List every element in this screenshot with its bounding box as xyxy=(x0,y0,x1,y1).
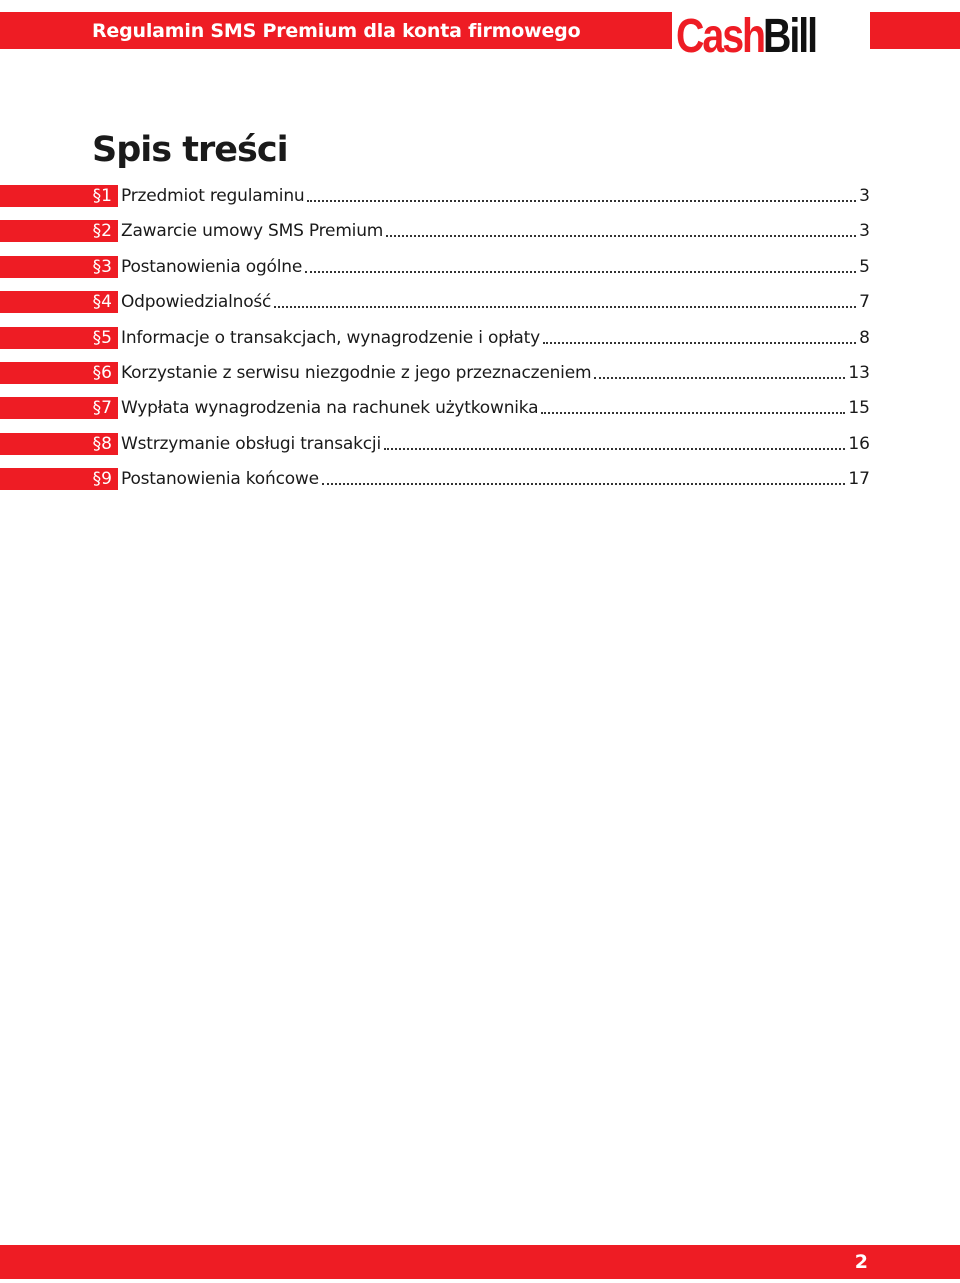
toc-item-page: 5 xyxy=(859,257,870,277)
toc-leader-dots xyxy=(384,432,845,450)
toc-item-8[interactable] xyxy=(0,432,870,456)
toc-item-label: Informacje o transakcjach, wynagrodzenie i opłaty xyxy=(121,328,540,348)
toc-item-label: Korzystanie z serwisu niezgodnie z jego przeznaczeniem xyxy=(121,363,592,383)
toc-title: Spis treści xyxy=(92,130,288,170)
page-footer xyxy=(0,1245,960,1279)
logo-bill-text: Bill xyxy=(763,12,817,61)
cashbill-logo xyxy=(672,12,870,61)
toc-item-page: 16 xyxy=(848,434,870,454)
page-header xyxy=(0,12,960,61)
toc-item-page: 17 xyxy=(848,469,870,489)
toc-item-7[interactable] xyxy=(0,396,870,420)
toc-item-page: 3 xyxy=(859,186,870,206)
toc-item-1[interactable] xyxy=(0,184,870,208)
toc-item-number: §8 xyxy=(0,433,118,455)
toc-item-4[interactable] xyxy=(0,290,870,314)
toc-item-6[interactable] xyxy=(0,361,870,385)
toc-item-9[interactable] xyxy=(0,467,870,491)
toc-item-label: Postanowienia końcowe xyxy=(121,469,319,489)
toc-item-number: §4 xyxy=(0,291,118,313)
toc-item-label: Zawarcie umowy SMS Premium xyxy=(121,221,384,241)
toc-item-page: 7 xyxy=(859,292,870,312)
toc-item-3[interactable] xyxy=(0,255,870,279)
toc-leader-dots xyxy=(322,467,845,485)
toc-item-page: 13 xyxy=(848,363,870,383)
toc-leader-dots xyxy=(274,290,856,308)
toc-leader-dots xyxy=(594,361,845,379)
toc-item-label: Odpowiedzialność xyxy=(121,292,272,312)
toc-item-number: §1 xyxy=(0,185,118,207)
toc-item-page: 8 xyxy=(859,328,870,348)
logo-cash-text: Cash xyxy=(676,12,765,61)
toc-leader-dots xyxy=(543,326,856,344)
toc-item-number: §7 xyxy=(0,397,118,419)
toc-leader-dots xyxy=(307,184,856,202)
toc-item-number: §3 xyxy=(0,256,118,278)
page-number: 2 xyxy=(854,1251,868,1273)
header-title: Regulamin SMS Premium dla konta firmowego xyxy=(92,20,581,42)
toc-item-page: 15 xyxy=(848,398,870,418)
toc-item-number: §6 xyxy=(0,362,118,384)
toc-item-5[interactable] xyxy=(0,326,870,350)
toc-item-label: Wypłata wynagrodzenia na rachunek użytkownika xyxy=(121,398,539,418)
toc-item-label: Wstrzymanie obsługi transakcji xyxy=(121,434,381,454)
toc-item-number: §5 xyxy=(0,327,118,349)
toc-item-number: §2 xyxy=(0,220,118,242)
toc-leader-dots xyxy=(541,396,845,414)
toc-leader-dots xyxy=(386,219,856,237)
toc-item-label: Postanowienia ogólne xyxy=(121,257,303,277)
toc-item-page: 3 xyxy=(859,221,870,241)
toc-item-2[interactable] xyxy=(0,219,870,243)
toc-item-number: §9 xyxy=(0,468,118,490)
toc-item-label: Przedmiot regulaminu xyxy=(121,186,305,206)
toc-leader-dots xyxy=(305,255,856,273)
